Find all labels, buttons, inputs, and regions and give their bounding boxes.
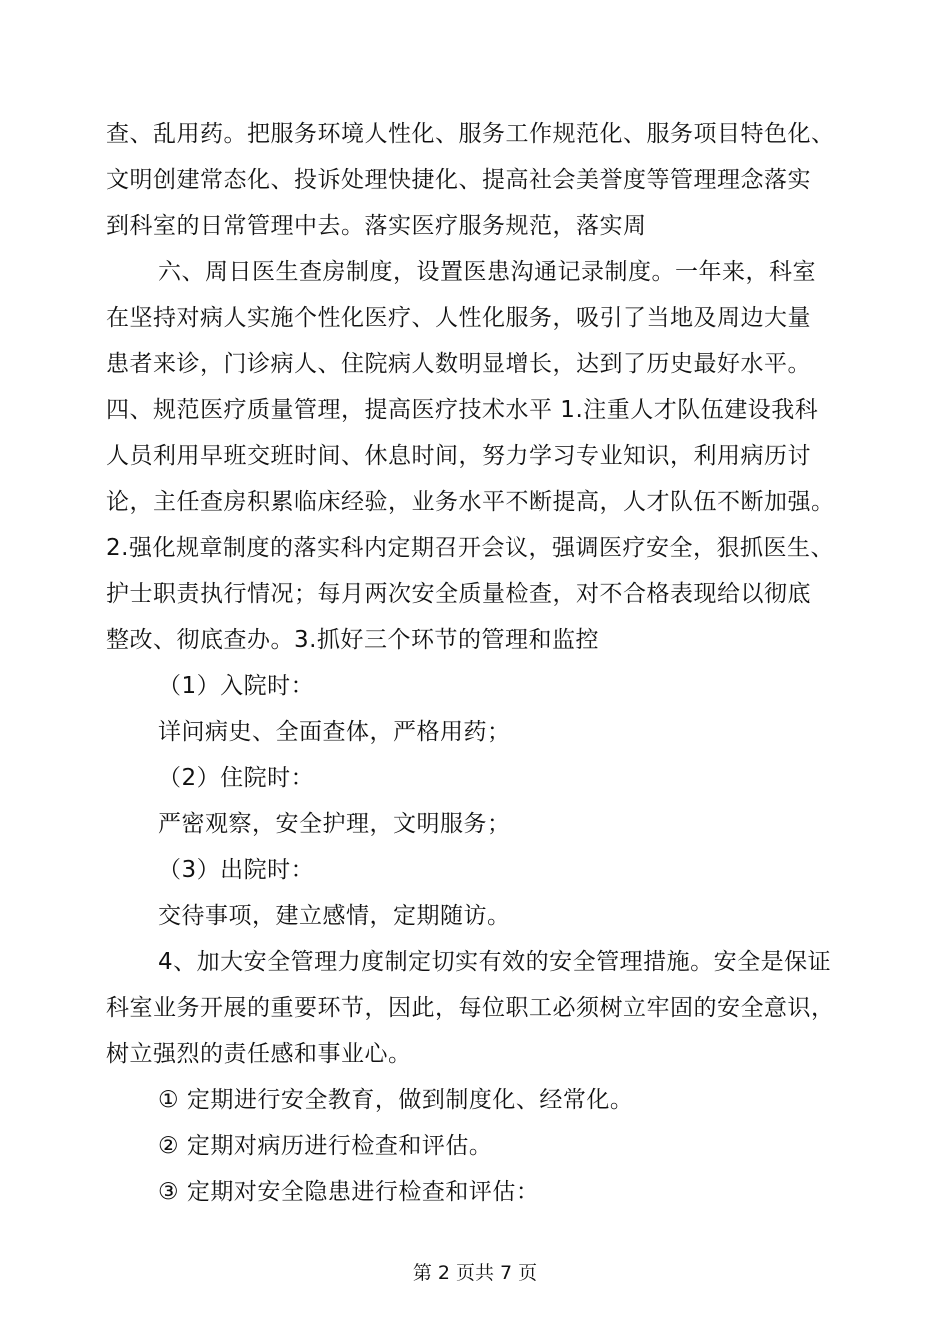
page-number-footer: 第 2 页共 7 页 (412, 1262, 538, 1284)
body-text-line: 六、周日医生查房制度，设置医患沟通记录制度。一年来，科室 (158, 259, 816, 285)
body-text-line: 在坚持对病人实施个性化医疗、人性化服务，吸引了当地及周边大量 (106, 305, 811, 331)
numbered-item-2: ② 定期对病历进行检查和评估。 (158, 1133, 493, 1159)
list-text-discharge: 交待事项，建立感情，定期随访。 (158, 903, 511, 929)
body-text-line: 4、加大安全管理力度制定切实有效的安全管理措施。安全是保证 (158, 949, 832, 975)
body-text-line: 人员利用早班交班时间、休息时间，努力学习专业知识，利用病历讨 (106, 443, 811, 469)
numbered-item-1: ① 定期进行安全教育，做到制度化、经常化。 (158, 1087, 634, 1113)
list-heading-inpatient: （2）住院时： (158, 765, 315, 791)
body-text-line: 整改、彻底查办。3.抓好三个环节的管理和监控 (106, 627, 599, 653)
body-text-line: 到科室的日常管理中去。落实医疗服务规范，落实周 (106, 213, 647, 239)
body-text-line: 树立强烈的责任感和事业心。 (106, 1041, 412, 1067)
numbered-item-3: ③ 定期对安全隐患进行检查和评估： (158, 1179, 540, 1205)
body-text-line: 护士职责执行情况；每月两次安全质量检查，对不合格表现给以彻底 (106, 581, 811, 607)
list-text-admission: 详问病史、全面查体，严格用药； (158, 719, 511, 745)
body-text-line: 查、乱用药。把服务环境人性化、服务工作规范化、服务项目特色化、 (106, 121, 835, 147)
section-heading-line: 四、规范医疗质量管理，提高医疗技术水平 1.注重人才队伍建设我科 (106, 397, 819, 423)
body-text-line: 患者来诊，门诊病人、住院病人数明显增长，达到了历史最好水平。 (106, 351, 811, 377)
body-text-line: 2.强化规章制度的落实科内定期召开会议，强调医疗安全，狠抓医生、 (106, 535, 834, 561)
list-heading-discharge: （3）出院时： (158, 857, 315, 883)
body-text-line: 论，主任查房积累临床经验，业务水平不断提高，人才队伍不断加强。 (106, 489, 835, 515)
list-heading-admission: （1）入院时： (158, 673, 315, 699)
body-text-line: 文明创建常态化、投诉处理快捷化、提高社会美誉度等管理理念落实 (106, 167, 811, 193)
list-text-inpatient: 严密观察，安全护理，文明服务； (158, 811, 511, 837)
body-text-line: 科室业务开展的重要环节，因此，每位职工必须树立牢固的安全意识， (106, 995, 835, 1021)
